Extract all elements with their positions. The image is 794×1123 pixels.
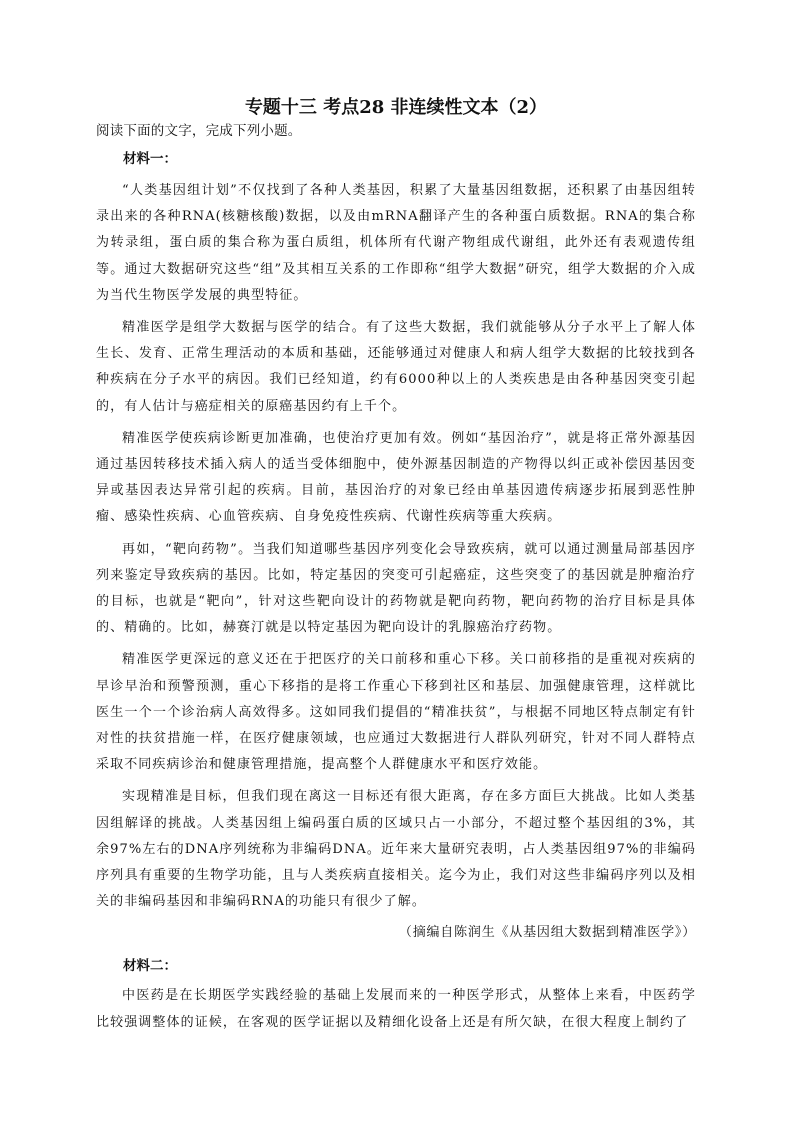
document-page: [96, 96, 696, 1042]
material-one-paragraph: 再如，“靶向药物”。当我们知道哪些基因序列变化会导致疾病，就可以通过测量局部基因序列来鉴定导致疾病的基因。比如，特定基因的突变可引起癌症，这些突变了的基因就是肿瘤治疗的目标，也就是“靶向”，针对这些靶向设计的药物就是靶向药物，靶向药物的治疗目标是具体的、精确的。比如，赫赛汀就是以特定基因为靶向设计的乳腺癌治疗药物。: [96, 541, 696, 636]
reading-instruction: 阅读下面的文字，完成下列小题。: [96, 123, 302, 139]
material-one-paragraph: 精准医学是组学大数据与医学的结合。有了这些大数据，我们就能够从分子水平上了解人体生长、发育、正常生理活动的本质和基础，还能够通过对健康人和病人组学大数据的比较找到各种疾病在分子水平的病因。我们已经知道，约有6000种以上的人类疾患是由各种基因突变引起的，有人估计与癌症相关的原癌基因约有上千个。: [96, 320, 696, 414]
material-one-paragraph: “人类基因组计划”不仅找到了各种人类基因，积累了大量基因组数据，还积累了由基因组转录出来的各种RNA(核糖核酸)数据，以及由mRNA翻译产生的各种蛋白质数据。RNA的集合称为转录组，蛋白质的集合称为蛋白质组，机体所有代谢产物组成代谢组，此外还有表观遗传组等。通过大数据研究这些“组”及其相互关系的工作即称“组学大数据”研究，组学大数据的介入成为当代生物医学发展的典型特征。: [96, 183, 696, 303]
material-one-paragraph: 精准医学更深远的意义还在于把医疗的关口前移和重心下移。关口前移指的是重视对疾病的早诊早治和预警预测，重心下移指的是将工作重心下移到社区和基层、加强健康管理，这样就比医生一个一个诊治病人高效得多。这如同我们提倡的“精准扶贫”，与根据不同地区特点制定有针对性的扶贫措施一样，在医疗健康领域，也应通过大数据进行人群队列研究，针对不同人群特点采取不同疾病诊治和健康管理措施，提高整个人群健康水平和医疗效能。: [96, 652, 696, 773]
material-one-paragraph: 精准医学使疾病诊断更加准确，也使治疗更加有效。例如“基因治疗”，就是将正常外源基因通过基因转移技术插入病人的适当受体细胞中，使外源基因制造的产物得以纠正或补偿因基因变异或基因表达异常引起的疾病。目前，基因治疗的对象已经由单基因遗传病逐步拓展到恶性肿瘤、感染性疾病、心血管疾病、自身免疫性疾病、代谢性疾病等重大疾病。: [96, 430, 696, 525]
document-title: 专题十三 考点28 非连续性文本（2）: [244, 97, 548, 118]
material-one-label: 材料一：: [123, 151, 177, 167]
material-one-source: （摘编自陈润生《从基因组大数据到精准医学》）: [398, 925, 696, 941]
material-one-paragraph: 实现精准是目标，但我们现在离这一目标还有很大距离，存在多方面巨大挑战。比如人类基因组解译的挑战。人类基因组上编码蛋白质的区域只占一小部分，不超过整个基因组的3%，其余97%左右的DNA序列统称为非编码DNA。近年来大量研究表明，占人类基因组97%的非编码序列具有重要的生物学功能，且与人类疾病直接相关。迄今为止，我们对这些非编码序列以及相关的非编码基因和非编码RNA的功能只有很少了解。: [96, 789, 696, 910]
material-two-paragraph: 中医药是在长期医学实践经验的基础上发展而来的一种医学形式，从整体上来看，中医药学比较强调整体的证候，在客观的医学证据以及精细化设备上还是有所欠缺，在很大程度上制约了: [96, 988, 696, 1030]
material-two-label: 材料二：: [123, 958, 177, 975]
